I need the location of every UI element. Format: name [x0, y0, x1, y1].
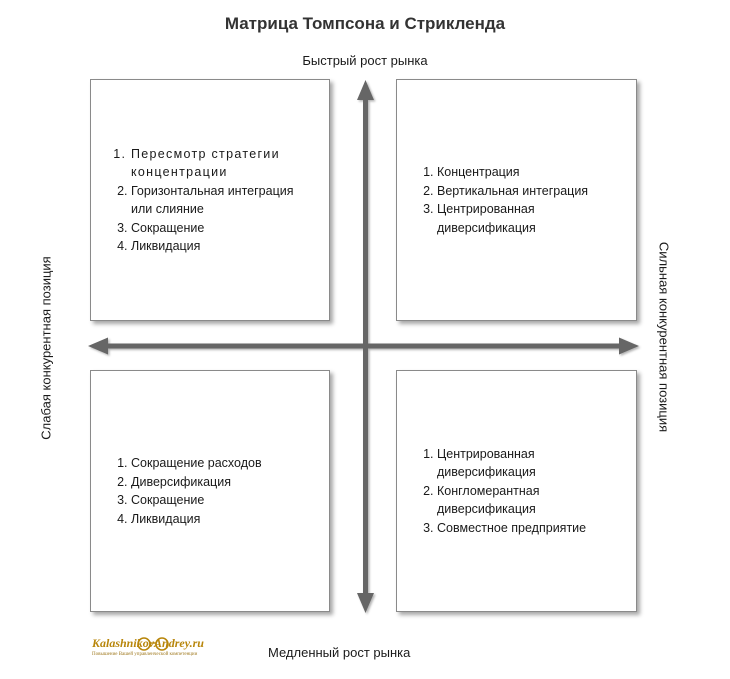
list-item: 4. Ликвидация — [131, 510, 315, 529]
axis-label-left: Слабая конкурентная позиция — [38, 256, 54, 440]
list-item: 3. Совместное предприятие — [437, 519, 622, 538]
arrow-left-icon — [88, 338, 108, 355]
glasses-icon — [130, 637, 190, 651]
arrow-up-icon — [357, 80, 374, 100]
diagram-title: Матрица Томпсона и Стрикленда — [224, 14, 506, 33]
site-logo — [92, 636, 232, 664]
axis-label-bottom: Медленный рост рынка — [268, 645, 411, 660]
list-item: 2. Вертикальная интеграция — [437, 182, 622, 201]
logo-subtitle: Повышение Вашей управленческой компетенции — [92, 652, 198, 657]
list-item: 2. Диверсификация — [131, 473, 315, 492]
arrow-right-icon — [619, 338, 639, 355]
list-item: 3. Центрированная диверсификация — [437, 200, 622, 237]
axis-label-top: Быстрый рост рынка — [302, 53, 428, 68]
list-item: 1. Пересмотр стратегии концентрации — [131, 145, 315, 182]
list-item: 3. Сокращение — [131, 491, 315, 510]
logo-text: KalashnikovAndrey.ru — [92, 636, 204, 650]
list-item: 2. Конгломерантная диверсификация — [437, 482, 622, 519]
list-item: 3. Сокращение — [131, 219, 315, 238]
list-item: 1. Центрированная диверсификация — [437, 445, 622, 482]
list-item: 2. Горизонтальная интеграция или слияние — [131, 182, 315, 219]
horizontal-axis-line — [104, 344, 624, 349]
list-item: 4. Ликвидация — [131, 237, 315, 256]
list-item: 1. Сокращение расходов — [131, 454, 315, 473]
axis-label-right: Сильная конкурентная позиция — [656, 241, 672, 433]
list-item: 1. Концентрация — [437, 163, 622, 182]
arrow-down-icon — [357, 593, 374, 613]
